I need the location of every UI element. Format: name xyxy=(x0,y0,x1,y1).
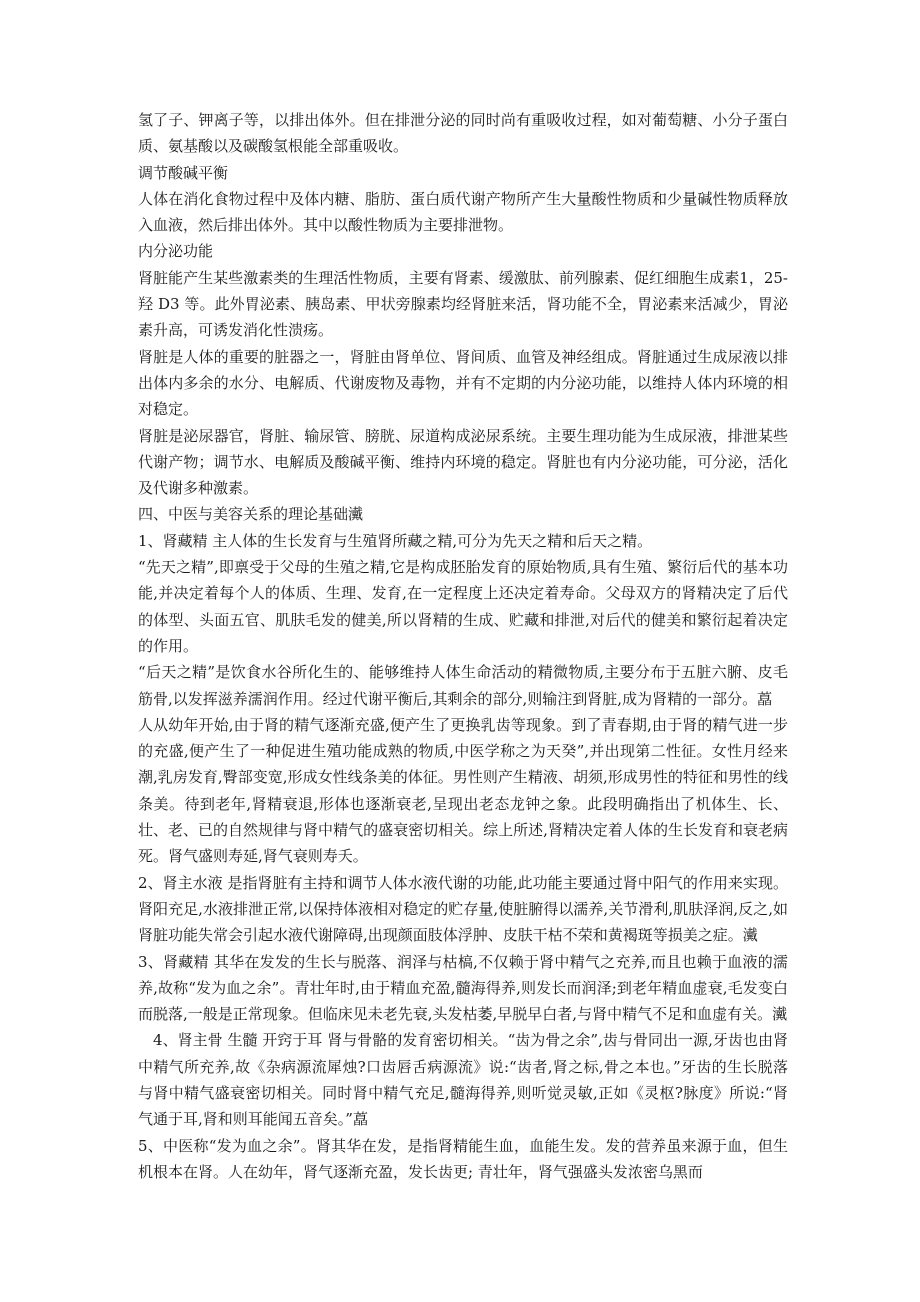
paragraph: 人从幼年开始,由于肾的精气逐渐充盛,便产生了更换乳齿等现象。到了青春期,由于肾的精气进一步的充盛,便产生了一种促进生殖功能成熟的物质,中医学称之为天癸”,并出现第二性征。女性月经来潮,乳房发育,臀部变宽,形成女性线条美的体征。男性则产生精液、胡须,形成男性的特征和男性的线条美。待到老年,肾精衰退,形体也逐渐衰老,呈现出老态龙钟之象。此段明确指出了机体生、长、壮、老、已的自然规律与肾中精气的盛衰密切相关。综上所述,肾精决定着人体的生长发育和衰老病死。肾气盛则寿延,肾气衰则寿夭。 xyxy=(138,715,788,866)
section-heading: 四、中医与美容关系的理论基础瀻 xyxy=(138,505,364,524)
paragraph: 氢了子、钾离子等，以排出体外。但在排泄分泌的同时尚有重吸收过程，如对葡萄糖、小分子蛋白质、氨基酸以及碳酸氢根能全部重吸收。 xyxy=(138,111,788,156)
paragraph: 肾脏是泌尿器官，肾脏、输尿管、膀胱、尿道构成泌尿系统。主要生理功能为生成尿液，排泄某些代谢产物；调节水、电解质及酸碱平衡、维持内环境的稳定。肾脏也有内分泌功能，可分泌，活化及代谢多种激素。 xyxy=(138,426,788,498)
paragraph: 人体在消化食物过程中及体内糖、脂肪、蛋白质代谢产物所产生大量酸性物质和少量碱性物质释放入血液，然后排出体外。其中以酸性物质为主要排泄物。 xyxy=(138,189,788,235)
section-heading: 内分泌功能 xyxy=(138,242,214,261)
paragraph: 5、中医称“发为血之余”。肾其华在发，是指肾精能生血，血能生发。发的营养虽来源于血，但生机根本在肾。人在幼年，肾气逐渐充盈，发长齿更; 青壮年，肾气强盛头发浓密乌黑而 xyxy=(138,1136,788,1181)
paragraph: 1、肾藏精 主人体的生长发育与生殖肾所藏之精,可分为先天之精和后天之精。 xyxy=(138,531,653,550)
paragraph: 肾脏能产生某些激素类的生理活性物质，主要有肾素、缓激肽、前列腺素、促红细胞生成素1，25-羟 D3 等。此外胃泌素、胰岛素、甲状旁腺素均经肾脏来活，肾功能不全，胃泌素来活减少，胃泌素升高，可诱发消化性溃疡。 xyxy=(138,268,788,340)
paragraph: 2、肾主水液 是指肾脏有主持和调节人体水液代谢的功能,此功能主要通过肾中阳气的作用来实现。肾阳充足,水液排泄正常,以保持体液相对稳定的贮存量,使脏腑得以濡养,关节滑利,肌肤泽润,反之,如肾脏功能失常会引起水液代谢障碍,出现颜面肢体浮肿、皮肤干枯不荣和黄褐斑等损美之症。瀻 xyxy=(138,873,788,945)
paragraph: “先天之精”,即禀受于父母的生殖之精,它是构成胚胎发育的原始物质,具有生殖、繁衍后代的基本功能,并决定着每个人的体质、生理、发育,在一定程度上还决定着寿命。父母双方的肾精决定了后代的体型、头面五官、肌肤毛发的健美,所以肾精的生成、贮藏和排泄,对后代的健美和繁衍起着决定的作用。 xyxy=(138,558,788,655)
document-body xyxy=(138,107,788,1185)
paragraph: 4、肾主骨 生髓 开窍于耳 肾与骨骼的发育密切相关。“齿为骨之余”,齿与骨同出一源,牙齿也由肾中精气所充养,故《杂病源流犀烛?口齿唇舌病源流》说:“齿者,肾之标,骨之本也。”牙齿的生长脱落与肾中精气盛衰密切相关。同时肾中精气充足,髓海得养,则听觉灵敏,正如《灵枢?脉度》所说:“肾气通于耳,肾和则耳能闻五音矣。”藠 xyxy=(138,1031,788,1129)
section-heading: 调节酸碱平衡 xyxy=(138,163,229,182)
paragraph: 3、肾藏精 其华在发发的生长与脱落、润泽与枯槁,不仅赖于肾中精气之充养,而且也赖于血液的濡养,故称“发为血之余”。青壮年时,由于精血充盈,髓海得养,则发长而润泽;到老年精血虚衰,毛发变白而脱落,一般是正常现象。但临床见未老先衰,头发枯萎,早脱早白者,与肾中精气不足和血虚有关。瀻 xyxy=(138,952,788,1024)
paragraph: “后天之精”是饮食水谷所化生的、能够维持人体生命活动的精微物质,主要分布于五脏六腑、皮毛筋骨,以发挥滋养濡润作用。经过代谢平衡后,其剩余的部分,则输注到肾脏,成为肾精的一部分。藠 xyxy=(138,663,788,708)
paragraph: 肾脏是人体的重要的脏器之一，肾脏由肾单位、肾间质、血管及神经组成。肾脏通过生成尿液以排出体内多余的水分、电解质、代谢废物及毒物，并有不定期的内分泌功能，以维持人体内环境的相对稳定。 xyxy=(138,347,788,419)
